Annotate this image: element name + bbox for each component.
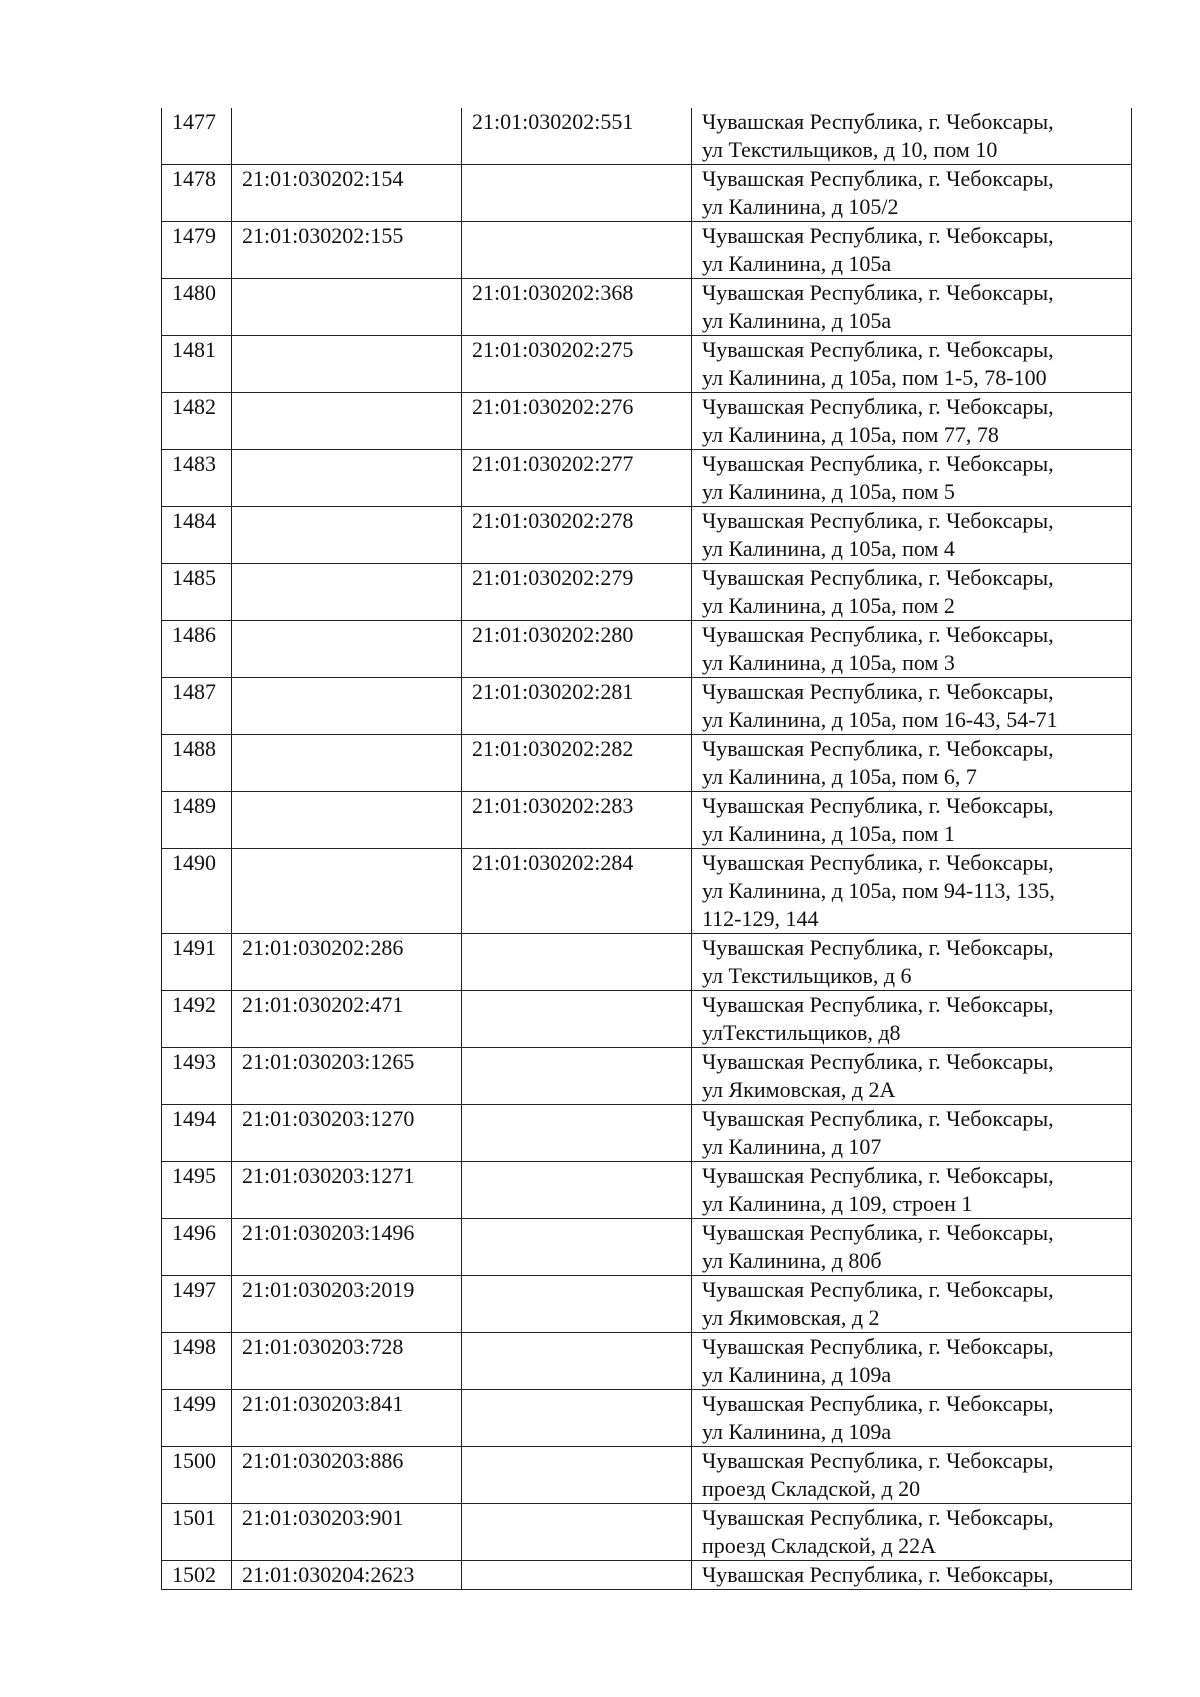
row-number-cell	[162, 678, 232, 735]
table-row	[162, 165, 1132, 222]
land-cadastral-number-cell	[232, 1333, 462, 1390]
row-number-cell	[162, 1561, 232, 1590]
row-number-text: 1499	[172, 1391, 216, 1416]
land-cadastral-number-text: 21:01:030203:1270	[242, 1106, 415, 1131]
address-cell	[692, 1390, 1132, 1447]
address-cell	[692, 507, 1132, 564]
row-number-text: 1496	[172, 1220, 216, 1245]
address-cell	[692, 1162, 1132, 1219]
address-cell	[692, 108, 1132, 165]
address-text: Чувашская Республика, г. Чебоксары, ул Калинина, д 105а, пом 5	[702, 451, 1054, 504]
land-cadastral-number-cell	[232, 1561, 462, 1590]
row-number-text: 1500	[172, 1448, 216, 1473]
table-row	[162, 792, 1132, 849]
address-cell	[692, 792, 1132, 849]
object-cadastral-number-cell	[462, 450, 692, 507]
address-cell	[692, 1219, 1132, 1276]
land-cadastral-number-cell	[232, 108, 462, 165]
row-number-cell	[162, 849, 232, 934]
object-cadastral-number-cell	[462, 934, 692, 991]
land-cadastral-number-cell	[232, 222, 462, 279]
object-cadastral-number-cell	[462, 1390, 692, 1447]
row-number-cell	[162, 1162, 232, 1219]
object-cadastral-number-cell	[462, 1105, 692, 1162]
row-number-text: 1480	[172, 280, 216, 305]
row-number-text: 1491	[172, 935, 216, 960]
row-number-text: 1488	[172, 736, 216, 761]
row-number-text: 1501	[172, 1505, 216, 1530]
address-text: Чувашская Республика, г. Чебоксары, ул Калинина, д 105а	[702, 280, 1054, 333]
address-cell	[692, 1333, 1132, 1390]
land-cadastral-number-cell	[232, 849, 462, 934]
row-number-text: 1493	[172, 1049, 216, 1074]
row-number-cell	[162, 991, 232, 1048]
address-text: Чувашская Республика, г. Чебоксары, ул Калинина, д 105а, пом 1-5, 78-100	[702, 337, 1054, 390]
address-text: Чувашская Республика, г. Чебоксары, проезд Складской, д 20	[702, 1448, 1054, 1501]
address-text: Чувашская Республика, г. Чебоксары, ул Калинина, д 105а, пом 4	[702, 508, 1054, 561]
row-number-cell	[162, 934, 232, 991]
row-number-cell	[162, 450, 232, 507]
table-row	[162, 222, 1132, 279]
land-cadastral-number-cell	[232, 165, 462, 222]
row-number-cell	[162, 1447, 232, 1504]
address-text: Чувашская Республика, г. Чебоксары,	[702, 1562, 1054, 1587]
address-cell	[692, 336, 1132, 393]
table-row	[162, 678, 1132, 735]
address-text: Чувашская Республика, г. Чебоксары, ул Калинина, д 105а, пом 16-43, 54-71	[702, 679, 1058, 732]
table-row	[162, 1162, 1132, 1219]
row-number-cell	[162, 1219, 232, 1276]
row-number-cell	[162, 393, 232, 450]
object-cadastral-number-cell	[462, 792, 692, 849]
row-number-text: 1479	[172, 223, 216, 248]
object-cadastral-number-text: 21:01:030202:280	[472, 622, 634, 647]
land-cadastral-number-cell	[232, 678, 462, 735]
table-row	[162, 621, 1132, 678]
land-cadastral-number-cell	[232, 991, 462, 1048]
object-cadastral-number-cell	[462, 507, 692, 564]
land-cadastral-number-cell	[232, 934, 462, 991]
object-cadastral-number-cell	[462, 735, 692, 792]
land-cadastral-number-cell	[232, 1162, 462, 1219]
address-cell	[692, 1561, 1132, 1590]
table-row	[162, 279, 1132, 336]
row-number-text: 1492	[172, 992, 216, 1017]
land-cadastral-number-cell	[232, 735, 462, 792]
land-cadastral-number-text: 21:01:030203:1271	[242, 1163, 415, 1188]
table-row	[162, 1105, 1132, 1162]
table-row	[162, 1390, 1132, 1447]
row-number-cell	[162, 735, 232, 792]
object-cadastral-number-cell	[462, 336, 692, 393]
object-cadastral-number-text: 21:01:030202:282	[472, 736, 634, 761]
address-text: Чувашская Республика, г. Чебоксары, проезд Складской, д 22А	[702, 1505, 1054, 1558]
object-cadastral-number-cell	[462, 991, 692, 1048]
row-number-text: 1495	[172, 1163, 216, 1188]
address-text: Чувашская Республика, г. Чебоксары, ул Калинина, д 105а, пом 94-113, 135, 112-129, 144	[702, 850, 1055, 931]
table-row	[162, 564, 1132, 621]
row-number-text: 1502	[172, 1562, 216, 1587]
row-number-text: 1486	[172, 622, 216, 647]
address-text: Чувашская Республика, г. Чебоксары, ул Текстильщиков, д 10, пом 10	[702, 109, 1054, 162]
row-number-cell	[162, 1504, 232, 1561]
row-number-text: 1478	[172, 166, 216, 191]
row-number-text: 1494	[172, 1106, 216, 1131]
object-cadastral-number-cell	[462, 1447, 692, 1504]
object-cadastral-number-text: 21:01:030202:277	[472, 451, 634, 476]
address-cell	[692, 393, 1132, 450]
row-number-cell	[162, 507, 232, 564]
table-row	[162, 1504, 1132, 1561]
land-cadastral-number-text: 21:01:030204:2623	[242, 1562, 415, 1587]
land-cadastral-number-cell	[232, 336, 462, 393]
land-cadastral-number-cell	[232, 621, 462, 678]
address-cell	[692, 621, 1132, 678]
land-cadastral-number-cell	[232, 279, 462, 336]
object-cadastral-number-cell	[462, 678, 692, 735]
object-cadastral-number-cell	[462, 1333, 692, 1390]
object-cadastral-number-cell	[462, 849, 692, 934]
object-cadastral-number-cell	[462, 1219, 692, 1276]
row-number-cell	[162, 108, 232, 165]
land-cadastral-number-cell	[232, 1504, 462, 1561]
land-cadastral-number-cell	[232, 1390, 462, 1447]
row-number-text: 1487	[172, 679, 216, 704]
address-cell	[692, 1504, 1132, 1561]
table-row	[162, 336, 1132, 393]
object-cadastral-number-cell	[462, 621, 692, 678]
table-row	[162, 1048, 1132, 1105]
address-cell	[692, 991, 1132, 1048]
row-number-text: 1490	[172, 850, 216, 875]
object-cadastral-number-cell	[462, 108, 692, 165]
row-number-text: 1482	[172, 394, 216, 419]
land-cadastral-number-text: 21:01:030202:155	[242, 223, 404, 248]
object-cadastral-number-cell	[462, 564, 692, 621]
address-text: Чувашская Республика, г. Чебоксары, ул Калинина, д 105а, пом 2	[702, 565, 1054, 618]
row-number-text: 1477	[172, 109, 216, 134]
table-row	[162, 1333, 1132, 1390]
row-number-cell	[162, 564, 232, 621]
address-text: Чувашская Республика, г. Чебоксары, ул Калинина, д 105а, пом 1	[702, 793, 1054, 846]
address-text: Чувашская Республика, г. Чебоксары, ул Якимовская, д 2	[702, 1277, 1054, 1330]
row-number-cell	[162, 1276, 232, 1333]
land-cadastral-number-cell	[232, 393, 462, 450]
row-number-cell	[162, 222, 232, 279]
land-cadastral-number-text: 21:01:030203:728	[242, 1334, 404, 1359]
table-row	[162, 934, 1132, 991]
object-cadastral-number-text: 21:01:030202:276	[472, 394, 634, 419]
row-number-text: 1498	[172, 1334, 216, 1359]
land-cadastral-number-cell	[232, 1447, 462, 1504]
land-cadastral-number-text: 21:01:030203:841	[242, 1391, 404, 1416]
address-text: Чувашская Республика, г. Чебоксары, ул Калинина, д 109, строен 1	[702, 1163, 1054, 1216]
address-text: Чувашская Республика, г. Чебоксары, ул Калинина, д 105а, пом 77, 78	[702, 394, 1054, 447]
table-row	[162, 507, 1132, 564]
object-cadastral-number-text: 21:01:030202:279	[472, 565, 634, 590]
object-cadastral-number-cell	[462, 222, 692, 279]
address-text: Чувашская Республика, г. Чебоксары, ул Калинина, д 80б	[702, 1220, 1054, 1273]
object-cadastral-number-text: 21:01:030202:278	[472, 508, 634, 533]
land-cadastral-number-text: 21:01:030203:901	[242, 1505, 404, 1530]
land-cadastral-number-cell	[232, 507, 462, 564]
object-cadastral-number-text: 21:01:030202:283	[472, 793, 634, 818]
row-number-cell	[162, 1390, 232, 1447]
address-cell	[692, 934, 1132, 991]
address-cell	[692, 735, 1132, 792]
table-row	[162, 1561, 1132, 1590]
land-cadastral-number-text: 21:01:030202:471	[242, 992, 404, 1017]
row-number-text: 1484	[172, 508, 216, 533]
land-cadastral-number-cell	[232, 1276, 462, 1333]
table-row	[162, 849, 1132, 934]
row-number-cell	[162, 1105, 232, 1162]
table-row	[162, 1219, 1132, 1276]
row-number-cell	[162, 165, 232, 222]
registry-table	[161, 108, 1132, 1590]
row-number-text: 1497	[172, 1277, 216, 1302]
address-cell	[692, 222, 1132, 279]
object-cadastral-number-text: 21:01:030202:281	[472, 679, 634, 704]
address-text: Чувашская Республика, г. Чебоксары, ул Калинина, д 105а, пом 3	[702, 622, 1054, 675]
address-cell	[692, 1105, 1132, 1162]
row-number-cell	[162, 336, 232, 393]
land-cadastral-number-cell	[232, 450, 462, 507]
land-cadastral-number-text: 21:01:030202:154	[242, 166, 404, 191]
address-cell	[692, 1447, 1132, 1504]
object-cadastral-number-text: 21:01:030202:284	[472, 850, 634, 875]
land-cadastral-number-cell	[232, 1219, 462, 1276]
land-cadastral-number-text: 21:01:030203:1265	[242, 1049, 415, 1074]
address-text: Чувашская Республика, г. Чебоксары, улТекстильщиков, д8	[702, 992, 1054, 1045]
land-cadastral-number-cell	[232, 564, 462, 621]
address-text: Чувашская Республика, г. Чебоксары, ул Калинина, д 109а	[702, 1334, 1054, 1387]
address-cell	[692, 450, 1132, 507]
row-number-text: 1481	[172, 337, 216, 362]
address-text: Чувашская Республика, г. Чебоксары, ул Калинина, д 105/2	[702, 166, 1054, 219]
table-row	[162, 108, 1132, 165]
object-cadastral-number-cell	[462, 1162, 692, 1219]
object-cadastral-number-cell	[462, 1276, 692, 1333]
address-text: Чувашская Республика, г. Чебоксары, ул Калинина, д 107	[702, 1106, 1054, 1159]
table-row	[162, 450, 1132, 507]
object-cadastral-number-text: 21:01:030202:368	[472, 280, 634, 305]
address-text: Чувашская Республика, г. Чебоксары, ул Калинина, д 105а	[702, 223, 1054, 276]
address-cell	[692, 1048, 1132, 1105]
object-cadastral-number-cell	[462, 393, 692, 450]
row-number-text: 1485	[172, 565, 216, 590]
table-row	[162, 735, 1132, 792]
address-cell	[692, 165, 1132, 222]
object-cadastral-number-cell	[462, 1048, 692, 1105]
land-cadastral-number-text: 21:01:030203:886	[242, 1448, 404, 1473]
land-cadastral-number-cell	[232, 792, 462, 849]
land-cadastral-number-text: 21:01:030202:286	[242, 935, 404, 960]
address-cell	[692, 1276, 1132, 1333]
address-text: Чувашская Республика, г. Чебоксары, ул Калинина, д 105а, пом 6, 7	[702, 736, 1054, 789]
table-row	[162, 991, 1132, 1048]
land-cadastral-number-cell	[232, 1105, 462, 1162]
address-cell	[692, 678, 1132, 735]
address-text: Чувашская Республика, г. Чебоксары, ул Текстильщиков, д 6	[702, 935, 1054, 988]
object-cadastral-number-cell	[462, 1504, 692, 1561]
object-cadastral-number-cell	[462, 165, 692, 222]
object-cadastral-number-cell	[462, 279, 692, 336]
row-number-cell	[162, 792, 232, 849]
object-cadastral-number-text: 21:01:030202:551	[472, 109, 634, 134]
row-number-text: 1489	[172, 793, 216, 818]
address-text: Чувашская Республика, г. Чебоксары, ул Якимовская, д 2А	[702, 1049, 1054, 1102]
table-row	[162, 393, 1132, 450]
land-cadastral-number-text: 21:01:030203:1496	[242, 1220, 415, 1245]
land-cadastral-number-cell	[232, 1048, 462, 1105]
address-cell	[692, 564, 1132, 621]
address-cell	[692, 849, 1132, 934]
row-number-cell	[162, 1333, 232, 1390]
object-cadastral-number-cell	[462, 1561, 692, 1590]
address-cell	[692, 279, 1132, 336]
registry-table-body	[162, 108, 1132, 1590]
table-row	[162, 1276, 1132, 1333]
row-number-text: 1483	[172, 451, 216, 476]
land-cadastral-number-text: 21:01:030203:2019	[242, 1277, 415, 1302]
row-number-cell	[162, 621, 232, 678]
address-text: Чувашская Республика, г. Чебоксары, ул Калинина, д 109а	[702, 1391, 1054, 1444]
table-row	[162, 1447, 1132, 1504]
object-cadastral-number-text: 21:01:030202:275	[472, 337, 634, 362]
row-number-cell	[162, 1048, 232, 1105]
row-number-cell	[162, 279, 232, 336]
